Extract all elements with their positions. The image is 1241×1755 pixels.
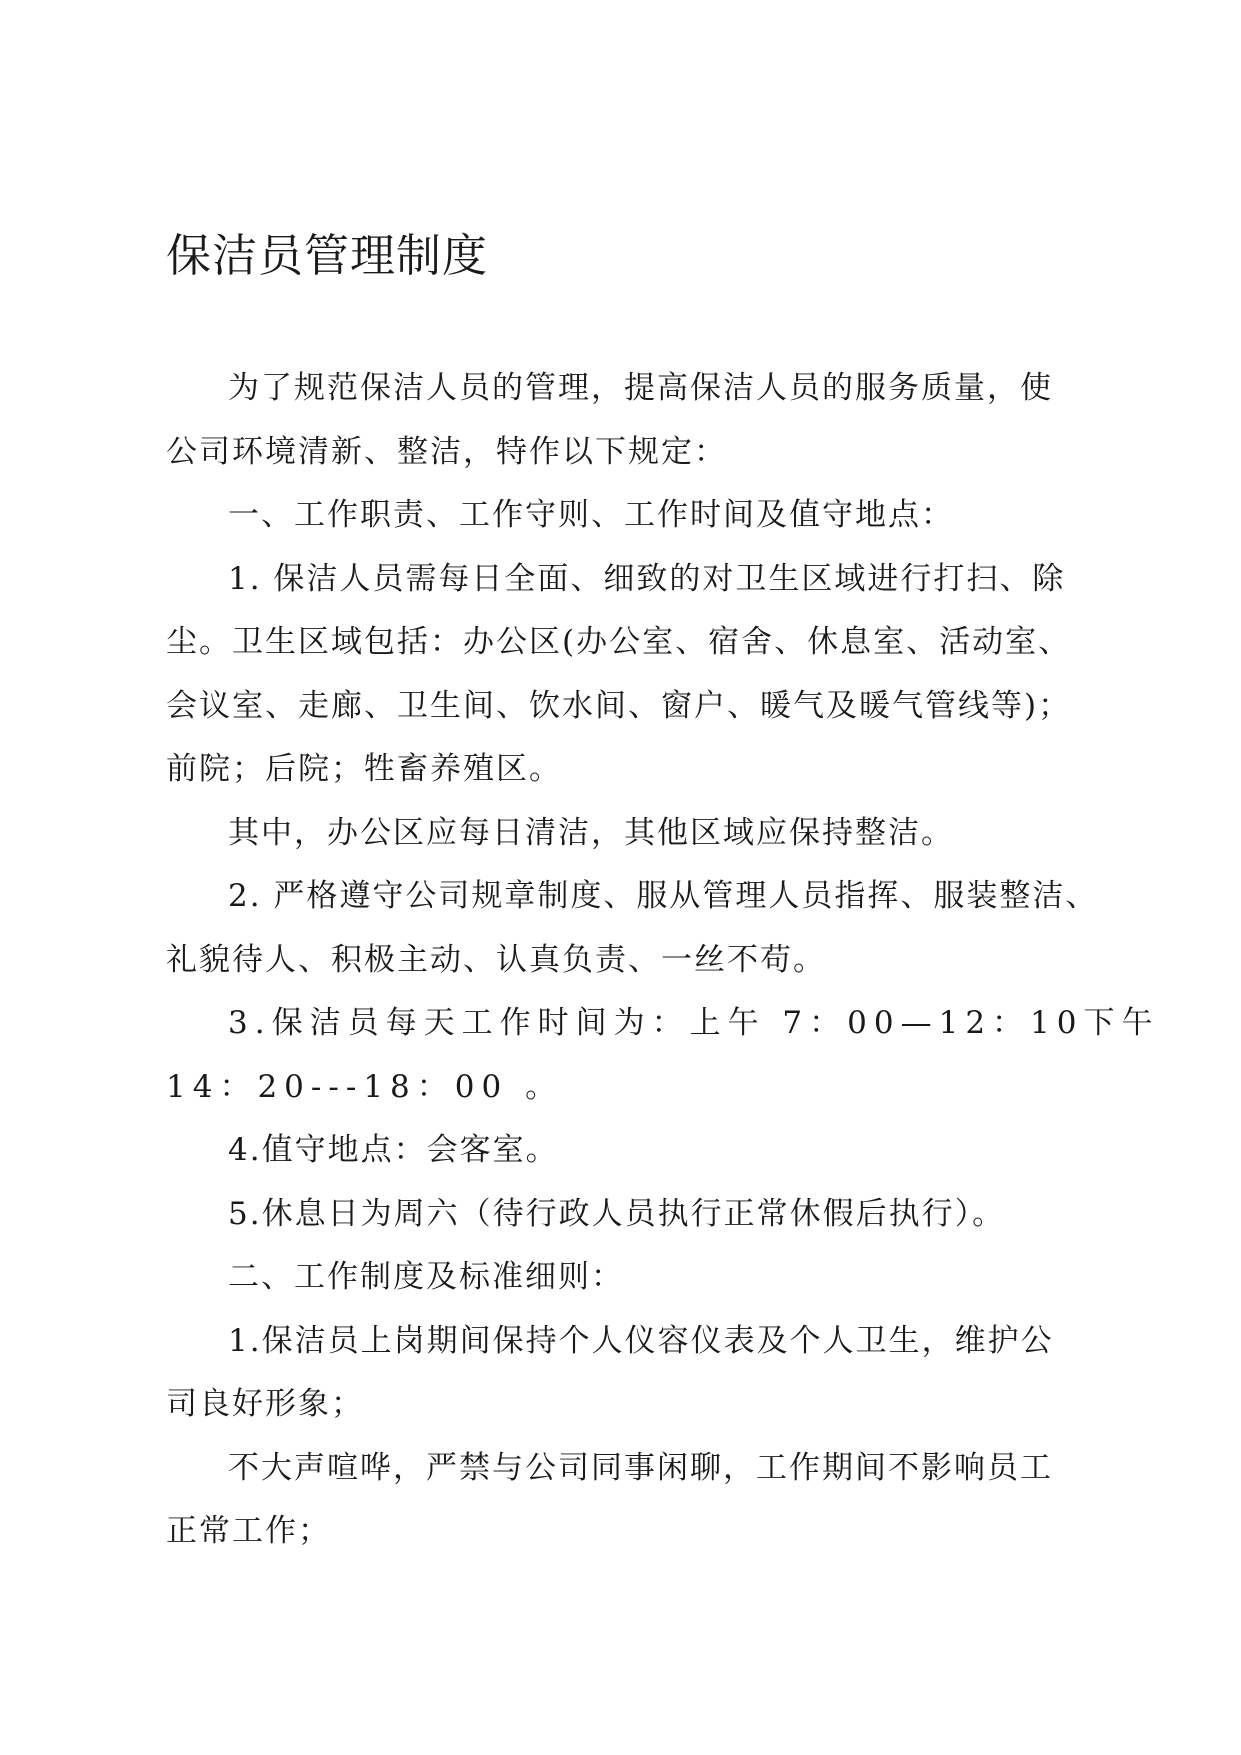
paragraph-line: 不大声喧哗，严禁与公司同事闲聊，工作期间不影响员工: [228, 1449, 1053, 1486]
paragraph-line: 为了规范保洁人员的管理，提高保洁人员的服务质量，使: [228, 370, 1053, 406]
paragraph-line: 14：20---18：00 。: [166, 1068, 564, 1105]
paragraph-item-2-rules: [166, 865, 1099, 992]
paragraph-line: 司良好形象；: [166, 1386, 364, 1422]
paragraph-line: 1.保洁员上岗期间保持个人仪容仪表及个人卫生，维护公: [228, 1322, 1054, 1359]
document-body: [166, 357, 1160, 1564]
paragraph-item-5-rest-day: [166, 1183, 1076, 1247]
paragraph-intro: [166, 357, 1076, 484]
section-heading-standards: [166, 1246, 1076, 1310]
paragraph-line: 4.值守地点：会客室。: [228, 1132, 559, 1168]
paragraph-line: 二、工作制度及标准细则：: [228, 1259, 624, 1295]
paragraph-line: 5.休息日为周六（待行政人员执行正常休假后执行）。: [228, 1195, 1006, 1232]
paragraph-line: 正常工作；: [166, 1513, 331, 1549]
paragraph-line: 会议室、走廊、卫生间、饮水间、窗户、暖气及暖气管线等)；: [166, 687, 1072, 724]
section-heading-duties: [166, 484, 1076, 548]
paragraph-line: 一、工作职责、工作守则、工作时间及值守地点：: [228, 497, 954, 533]
paragraph-item-1-cleaning-areas: [166, 548, 1076, 802]
paragraph-line: 礼貌待人、积极主动、认真负责、一丝不苟。: [166, 941, 826, 978]
paragraph-line: 公司环境清新、整洁，特作以下规定：: [166, 433, 727, 470]
paragraph-line: 尘。卫生区域包括：办公区(办公室、宿舍、休息室、活动室、: [166, 624, 1072, 660]
paragraph-office-cleaning: [166, 802, 1076, 866]
paragraph-line: 其中，办公区应每日清洁，其他区域应保持整洁。: [228, 814, 954, 851]
paragraph-item-4-duty-location: [166, 1119, 1076, 1183]
paragraph-line: 3.保洁员每天工作时间为：上午 7：00—12：10下午: [228, 1005, 1160, 1041]
paragraph-line: 1. 保洁人员需每日全面、细致的对卫生区域进行打扫、除: [228, 560, 1066, 597]
document-title: 保洁员管理制度: [166, 229, 489, 282]
paragraph-standard-1-appearance: [166, 1310, 1076, 1437]
paragraph-line: 2. 严格遵守公司规章制度、服从管理人员指挥、服装整洁、: [228, 878, 1099, 914]
paragraph-standard-noise: [166, 1437, 1076, 1564]
paragraph-item-3-work-hours: [166, 992, 1160, 1119]
paragraph-line: 前院；后院；牲畜养殖区。: [166, 751, 562, 787]
